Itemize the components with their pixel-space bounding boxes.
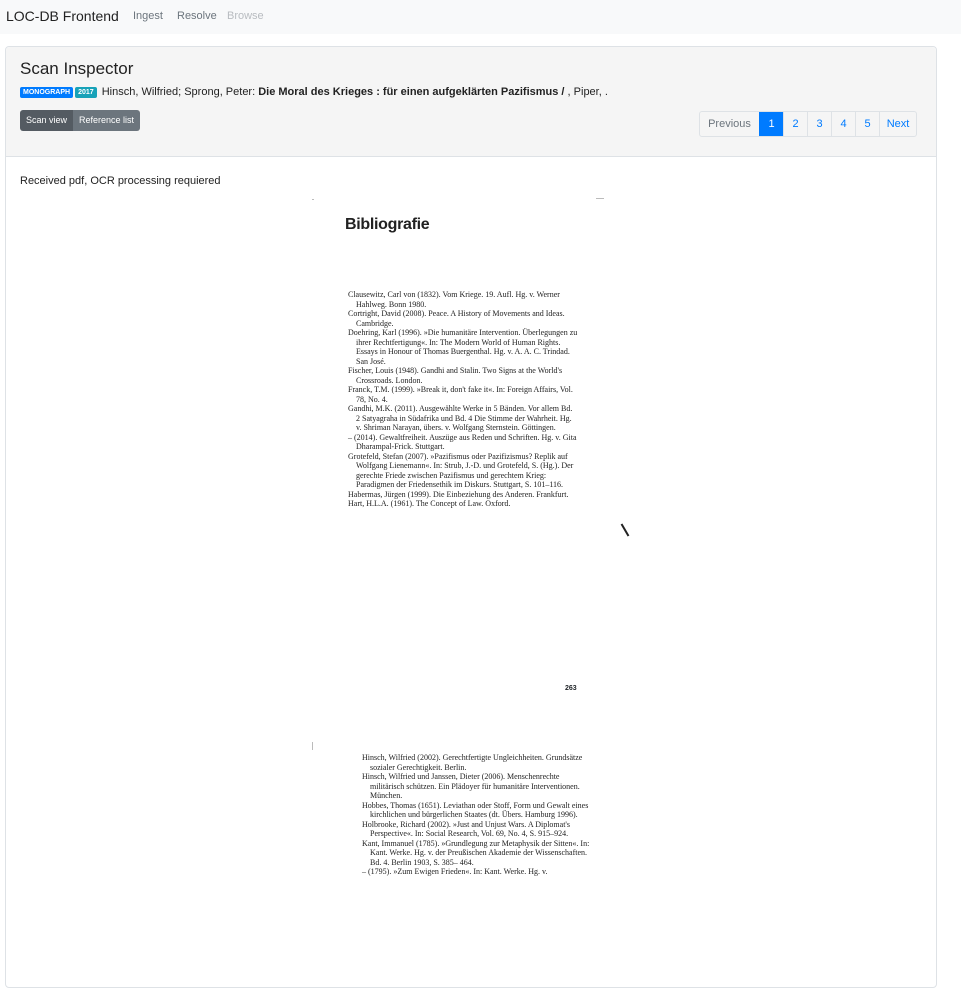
bibliography-entry: Habermas, Jürgen (1999). Die Einbeziehung des Anderen. Frankfurt.: [348, 489, 569, 499]
page-button-1[interactable]: 1: [759, 112, 783, 136]
bibliography-entry: Gandhi, M.K. (2011). Ausgewählte Werke in 5 Bänden. Vor allem Bd. 2 Satyagraha in Südafrika und Bd. 4 Die Stimme der Wahrheit. Hg. v. Shriman Narayan, übers. v. Wolfgang Sternstein. Göttingen.: [348, 404, 573, 432]
bibliography-entry: Franck, T.M. (1999). »Break it, don't fake it«. In: Foreign Affairs, Vol. 78, No. 4.: [348, 385, 573, 404]
scan-page-2: [352, 753, 592, 877]
nav-link-ingest[interactable]: Ingest: [133, 10, 163, 22]
publisher-text: , Piper, .: [567, 86, 608, 98]
page-button-3[interactable]: 3: [807, 112, 831, 136]
type-badge: MONOGRAPH: [20, 87, 73, 98]
record-metadata: [20, 86, 608, 98]
bibliography-entry: – (1795). »Zum Ewigen Frieden«. In: Kant. Werke. Hg. v.: [362, 867, 548, 876]
page-button-2[interactable]: 2: [783, 112, 807, 136]
top-navbar: [0, 0, 961, 34]
page-title: Scan Inspector: [20, 59, 134, 78]
page-button-5[interactable]: 5: [855, 112, 879, 136]
scan-speck: [312, 742, 313, 750]
processing-status: Received pdf, OCR processing requiered: [20, 175, 221, 187]
scan-speck: [312, 199, 314, 200]
bibliography-entry: Hinsch, Wilfried und Janssen, Dieter (2006). Menschenrechte militärisch schützen. Ein Plädoyer für humanitäre Interventionen. München.: [362, 772, 580, 800]
view-toggle: [20, 110, 140, 131]
page-button-4[interactable]: 4: [831, 112, 855, 136]
bibliography-entry: Holbrooke, Richard (2002). »Just and Unjust Wars. A Diplomat's Perspective«. In: Social Research, Vol. 69, No. 4, S. 915–924.: [362, 819, 570, 838]
bibliography-entry: Cortright, David (2008). Peace. A History of Movements and Ideas. Cambridge.: [348, 309, 565, 328]
reference-list-button[interactable]: Reference list: [73, 110, 140, 131]
authors-text: Hinsch, Wilfried; Sprong, Peter:: [101, 86, 256, 98]
bibliography-entry: Fischer, Louis (1948). Gandhi and Stalin. Two Signs at the World's Crossroads. London.: [348, 366, 563, 385]
scan-page-1: [338, 216, 578, 509]
bibliography-entry: Hobbes, Thomas (1651). Leviathan oder Stoff, Form und Gewalt eines kirchlichen und bürgerlichen Staates (dt. Übers. Hamburg 1996).: [362, 800, 589, 819]
bibliography-entry: Hart, H.L.A. (1961). The Concept of Law. Oxford.: [348, 499, 511, 508]
nav-link-resolve[interactable]: Resolve: [177, 10, 217, 22]
bibliography-entry: – (2014). Gewaltfreiheit. Auszüge aus Reden und Schriften. Hg. v. Gita Dharampal-Frick. Stuttgart.: [348, 432, 577, 451]
bibliography-entry: Grotefeld, Stefan (2007). »Pazifismus oder Pazifizismus? Replik auf Wolfgang Lienemann«. In: Strub, J.-D. und Grotefeld, S. (Hg.). Der gerechte Friede zwischen Pazifismus und gerechtem Krieg: Paradigmen der Friedensethik im Diskurs. Stuttgart, S. 101–116.: [348, 451, 574, 489]
nav-link-browse: Browse: [227, 10, 264, 22]
brand-link[interactable]: LOC-DB Frontend: [6, 8, 119, 24]
bibliography-entry: Hinsch, Wilfried (2002). Gerechtfertigte Ungleichheiten. Grundsätze sozialer Gerechtigkeit. Berlin.: [362, 753, 583, 772]
scan-view-button[interactable]: Scan view: [20, 110, 73, 131]
previous-page-button[interactable]: Previous: [708, 118, 751, 130]
year-badge: 2017: [75, 87, 97, 98]
bibliography-entry: Doehring, Karl (1996). »Die humanitäre Intervention. Überlegungen zu ihrer Rechtfertigung«. In: The Modern World of Human Rights. Essays in Honour of Thomas Buergenthal. Hg. v. A. A. C. Trindad. San José.: [348, 328, 578, 366]
scan-page-number: 263: [565, 685, 577, 692]
next-page-button[interactable]: Next: [879, 112, 916, 136]
bibliography-entry: Kant, Immanuel (1785). »Grundlegung zur Metaphysik der Sitten«. In: Kant. Werke. Hg. v. der Preußischen Akademie der Wissenschaften. Bd. 4. Berlin 1903, S. 385– 464.: [362, 838, 590, 867]
book-title: Die Moral des Krieges : für einen aufgeklärten Pazifismus /: [258, 86, 565, 98]
scan-speck: [596, 198, 604, 199]
bibliography-entry: Clausewitz, Carl von (1832). Vom Kriege. 19. Aufl. Hg. v. Werner Hahlweg. Bonn 1980.: [348, 290, 560, 309]
card-header: [6, 47, 936, 157]
scan-heading: Bibliografie: [345, 216, 430, 233]
pagination: [699, 111, 917, 137]
